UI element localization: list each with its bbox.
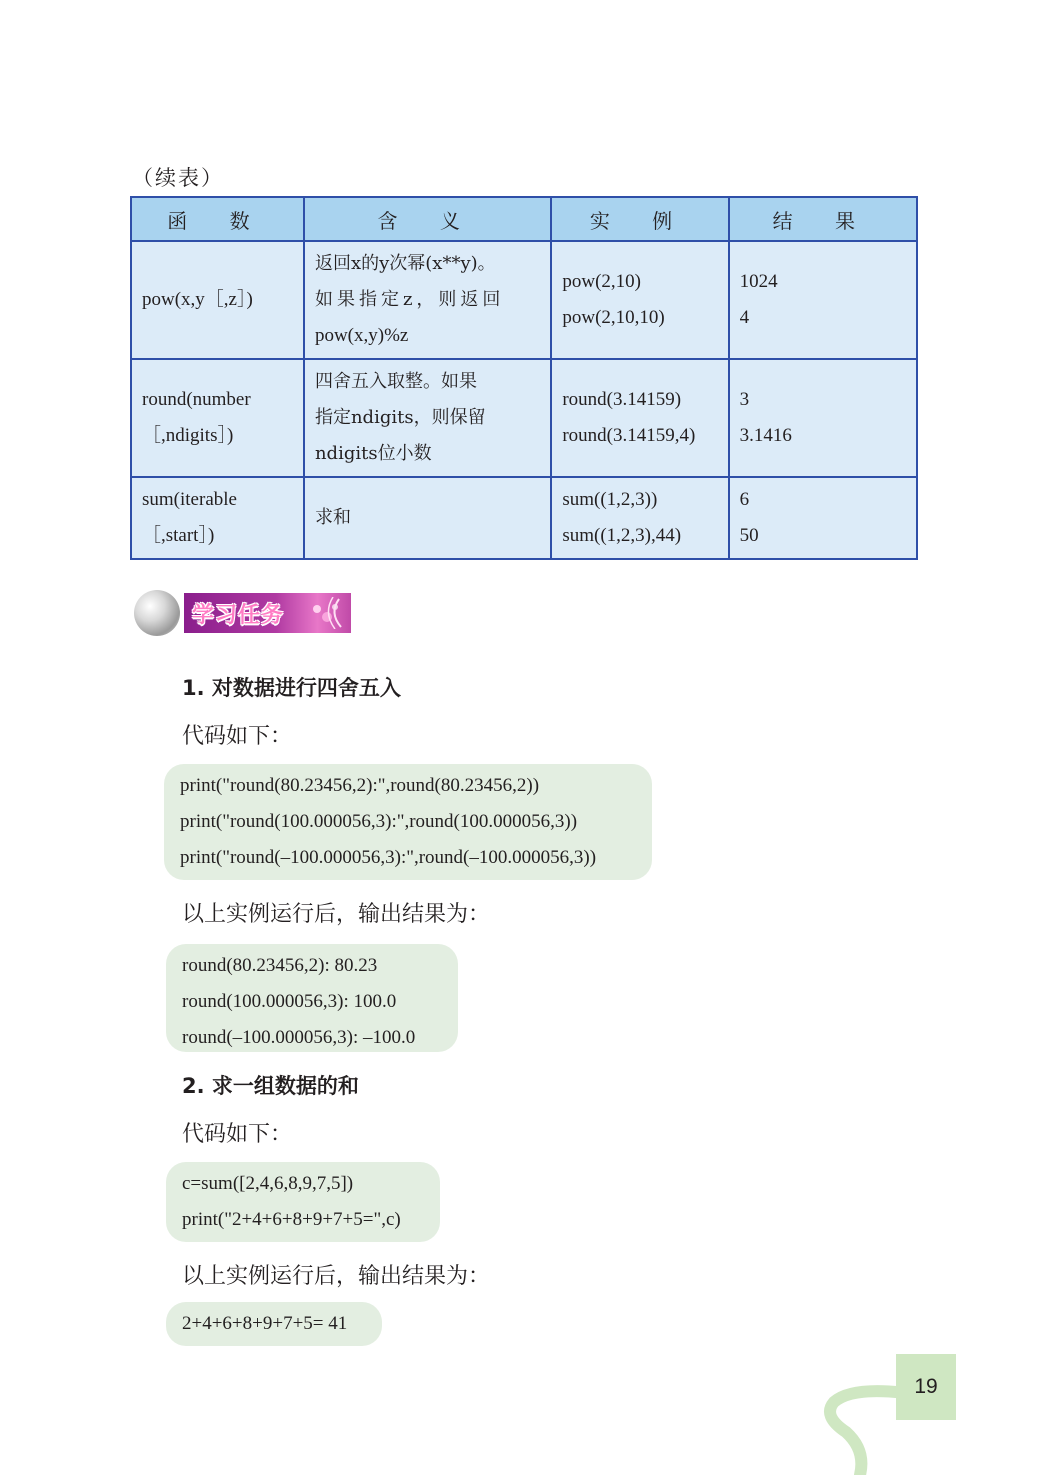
function-signature: ［,start］): [142, 525, 215, 546]
code-line: print("2+4+6+8+9+7+5=",c): [182, 1209, 401, 1230]
section-heading: 1. 对数据进行四舍五入: [182, 676, 401, 700]
example-line: round(3.14159): [562, 389, 682, 410]
output-intro: 以上实例运行后，输出结果为：: [182, 902, 491, 927]
example-line: pow(2,10): [562, 271, 641, 292]
output-line: round(100.000056,3): 100.0: [182, 991, 397, 1012]
example-line: sum((1,2,3)): [562, 489, 658, 510]
meaning-line: 四舍五入取整。如果: [314, 371, 477, 392]
code-intro: 代码如下：: [182, 1122, 293, 1147]
code-line: print("round(100.000056,3):",round(100.000056,3)): [180, 811, 578, 832]
result-line: 3.1416: [739, 425, 792, 446]
result-line: 1024: [739, 271, 778, 292]
table-header-row: [131, 197, 917, 241]
cell-function: [131, 241, 304, 359]
output-intro: 以上实例运行后，输出结果为：: [182, 1264, 491, 1289]
cell-meaning: [304, 359, 551, 477]
cell-result: [729, 359, 917, 477]
code-line: print("round(–100.000056,3):",round(–100.000056,3)): [180, 847, 597, 868]
header-result: 结 果: [729, 197, 917, 241]
code-block: [166, 1162, 440, 1242]
header-function: 函 数: [131, 197, 304, 241]
cell-result: [729, 477, 917, 559]
result-line: 50: [739, 525, 759, 546]
orb-icon: [134, 590, 180, 636]
cell-result: [729, 241, 917, 359]
table-row: [131, 359, 917, 477]
output-line: 2+4+6+8+9+7+5= 41: [182, 1313, 348, 1334]
task-label: 学习任务: [192, 602, 285, 628]
output-block: [166, 1302, 382, 1346]
meaning-line: pow(x,y)%z: [314, 325, 409, 346]
meaning-line: 求和: [314, 507, 351, 528]
table-row: [131, 477, 917, 559]
task-label-box: [184, 593, 351, 633]
example-line: pow(2,10,10): [562, 307, 665, 328]
example-line: round(3.14159,4): [562, 425, 696, 446]
function-signature: pow(x,y［,z］): [142, 289, 253, 310]
result-line: 4: [739, 307, 750, 328]
cell-example: [551, 359, 728, 477]
table-caption: （续表）: [132, 166, 224, 190]
page-number: 19: [896, 1354, 956, 1420]
code-line: c=sum([2,4,6,8,9,7,5]): [182, 1173, 354, 1194]
header-meaning: 含 义: [304, 197, 551, 241]
section-heading: 2. 求一组数据的和: [182, 1074, 359, 1098]
output-line: round(–100.000056,3): –100.0: [182, 1027, 416, 1048]
meaning-line: ndigits位小数: [314, 443, 432, 464]
meaning-line: 返回x的y次幂(x**y)。: [314, 253, 496, 274]
cell-example: [551, 477, 728, 559]
learning-task-banner: [134, 590, 351, 636]
output-block: [166, 944, 458, 1052]
function-signature: sum(iterable: [142, 489, 237, 510]
table-row: [131, 241, 917, 359]
cell-function: [131, 477, 304, 559]
cell-meaning: [304, 241, 551, 359]
result-line: 3: [739, 389, 750, 410]
cell-example: [551, 241, 728, 359]
meaning-line: 指定ndigits，则保留: [314, 407, 486, 428]
result-line: 6: [739, 489, 750, 510]
example-line: sum((1,2,3),44): [562, 525, 682, 546]
function-signature: ［,ndigits］): [142, 425, 234, 446]
header-example: 实 例: [551, 197, 728, 241]
code-block: [164, 764, 652, 880]
code-intro: 代码如下：: [182, 724, 293, 749]
code-line: print("round(80.23456,2):",round(80.23456,2)): [180, 775, 540, 796]
vine-decoration-icon: [820, 1380, 900, 1475]
function-signature: round(number: [142, 389, 251, 410]
cell-meaning: [304, 477, 551, 559]
function-table: [130, 196, 918, 560]
flower-icon: [305, 597, 345, 629]
output-line: round(80.23456,2): 80.23: [182, 955, 378, 976]
meaning-line: 如果指定z，则返回: [314, 289, 505, 310]
cell-function: [131, 359, 304, 477]
